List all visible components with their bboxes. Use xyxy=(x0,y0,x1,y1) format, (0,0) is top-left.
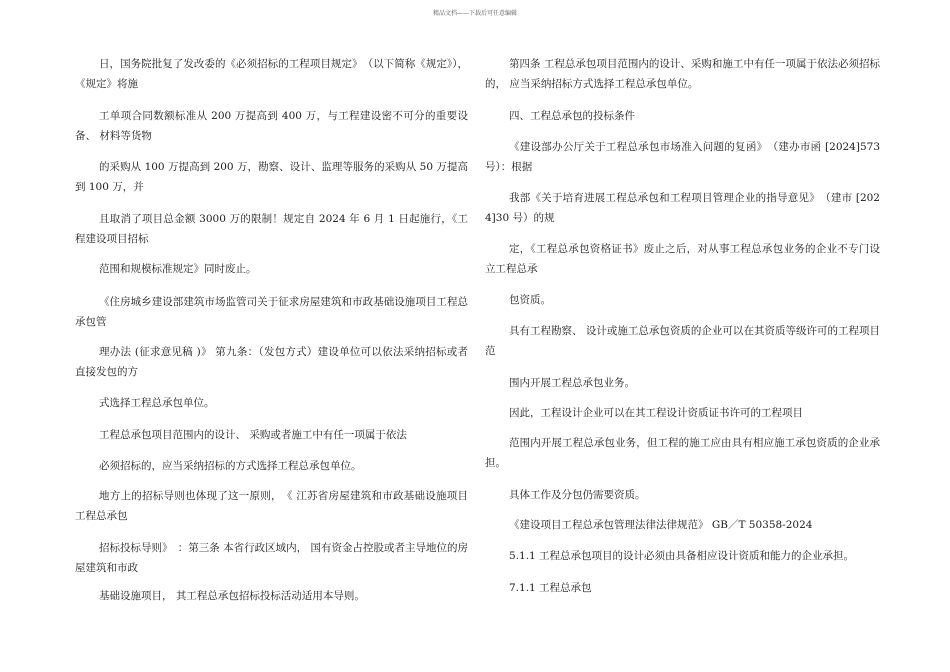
page-header: 精品文档——下载后可任意编辑 xyxy=(432,10,517,17)
paragraph: 5.1.1 工程总承包项目的设计必须由具备相应设计资质和能力的企业承担。 xyxy=(509,550,855,562)
paragraph: 第四条 工程总承包项目范围内的设计、采购和施工中有任一项属于依法必须招标的， 应当采纳招标方式选择工程总承包单位。 xyxy=(485,58,880,90)
paragraph: 必须招标的，应当采纳招标的方式选择工程总承包单位。 xyxy=(99,460,362,472)
paragraph: 且取消了项目总金额 3000 万的限制！规定自 2024 年 6 月 1 日起施行，《工程建设项目招标 xyxy=(75,213,468,245)
paragraph: 日，国务院批复了发改委的《必须招标的工程项目规定》 （以下简称《规定》），《规定》将施 xyxy=(75,58,468,90)
paragraph: 因此，工程设计企业可以在其工程设计资质证书许可的工程项目 xyxy=(509,407,803,419)
paragraph: 具有工程勘察、 设计或施工总承包资质的企业可以在其资质等级许可的工程项目范 xyxy=(485,325,880,357)
section-heading: 四、工程总承包的投标条件 xyxy=(509,110,635,122)
paragraph: 工程总承包项目范围内的设计、 采购或者施工中有任一项属于依法 xyxy=(99,429,407,441)
paragraph: 范围内开展工程总承包业务，但工程的施工应由具有相应施工承包资质的企业承担。 xyxy=(485,437,880,469)
paragraph: 《建设项目工程总承包管理法律法律规范》 GB／T 50358-2024 xyxy=(509,519,813,531)
paragraph: 范围和规模标准规定》同时废止。 xyxy=(99,263,257,275)
paragraph: 《建设部办公厅关于工程总承包市场准入问题的复函》 （建办市函 [2024]573 号）：根据 xyxy=(485,141,880,173)
paragraph: 《住房城乡建设部建筑市场监管司关于征求房屋建筑和市政基础设施项目工程总承包管 xyxy=(75,296,468,328)
paragraph: 招标投标导则》 ：第三条 本省行政区域内， 国有资金占控股或者主导地位的房屋建筑和市政 xyxy=(75,542,468,574)
paragraph: 地方上的招标导则也体现了这一原则， 《 江苏省房屋建筑和市政基础设施项目工程总承包 xyxy=(75,490,468,522)
paragraph: 具体工作及分包仍需要资质。 xyxy=(509,489,646,501)
paragraph: 围内开展工程总承包业务。 xyxy=(509,377,635,389)
paragraph: 理办法 (征求意见稿 )》 第九条：（发包方式）建设单位可以依法采纳招标或者直接发包的方 xyxy=(75,346,468,378)
paragraph: 我部《关于培育进展工程总承包和工程项目管理企业的指导意见》 （建市 [2024]30 号）的规 xyxy=(485,192,880,224)
paragraph: 工单项合同数额标准从 200 万提高到 400 万，与工程建设密不可分的重要设备、 材料等货物 xyxy=(75,110,468,142)
paragraph: 包资质。 xyxy=(509,294,551,306)
paragraph: 的采购从 100 万提高到 200 万，勘察、设计、监理等服务的采购从 50 万提高到 100 万，并 xyxy=(75,161,468,193)
paragraph: 式选择工程总承包单位。 xyxy=(99,397,215,409)
paragraph: 定，《工程总承包资格证书》废止之后，对从事工程总承包业务的企业不专门设立工程总承 xyxy=(485,243,880,275)
paragraph: 7.1.1 工程总承包 xyxy=(509,582,592,594)
paragraph: 基础设施项目， 其工程总承包招标投标活动适用本导则。 xyxy=(99,590,365,602)
